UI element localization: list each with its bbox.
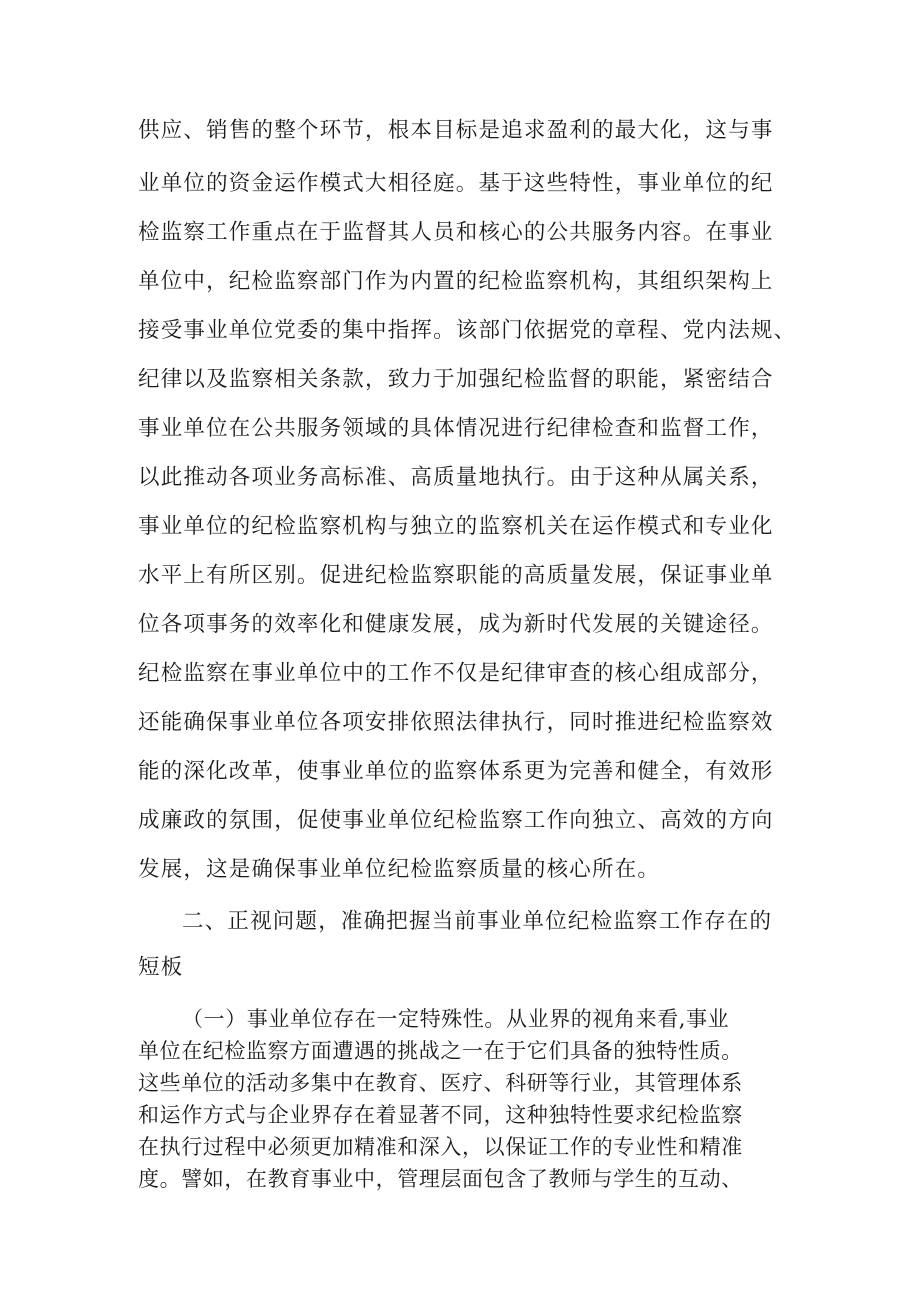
text-line: 单位在纪检监察方面遭遇的挑战之一在于它们具备的独特性质。 xyxy=(138,1039,743,1063)
text-line: 事业单位在公共服务领域的具体情况进行纪律检查和监督工作， xyxy=(138,416,774,441)
text-line: 度。譬如，在教育事业中，管理层面包含了教师与学生的互动、 xyxy=(138,1167,743,1191)
text-line: 供应、销售的整个环节，根本目标是追求盈利的最大化，这与事 xyxy=(138,118,774,143)
heading-line: 短板 xyxy=(138,955,184,980)
text-line: 能的深化改革，使事业单位的监察体系更为完善和健全，有效形 xyxy=(138,759,774,784)
text-line: 这些单位的活动多集中在教育、医疗、科研等行业，其管理体系 xyxy=(138,1071,743,1095)
text-line: 单位中，纪检监察部门作为内置的纪检监察机构，其组织架构上 xyxy=(138,269,774,294)
text-line: 发展，这是确保事业单位纪检监察质量的核心所在。 xyxy=(138,857,661,882)
text-line: 事业单位的纪检监察机构与独立的监察机关在运作模式和专业化 xyxy=(138,514,774,539)
text-line: 水平上有所区别。促进纪检监察职能的高质量发展，保证事业单 xyxy=(138,563,774,588)
text-line: 在执行过程中必须更加精准和深入，以保证工作的专业性和精准 xyxy=(138,1135,743,1159)
text-line: （一）事业单位存在一定特殊性。从业界的视角来看,事业 xyxy=(182,1007,730,1031)
text-line: 业单位的资金运作模式大相径庭。基于这些特性，事业单位的纪 xyxy=(138,171,774,196)
text-line: 成廉政的氛围，促使事业单位纪检监察工作向独立、高效的方向 xyxy=(138,808,774,833)
text-line: 纪律以及监察相关条款，致力于加强纪检监督的职能，紧密结合 xyxy=(138,367,774,392)
text-line: 还能确保事业单位各项安排依照法律执行，同时推进纪检监察效 xyxy=(138,710,774,735)
text-line: 接受事业单位党委的集中指挥。该部门依据党的章程、党内法规、 xyxy=(138,318,797,343)
text-line: 检监察工作重点在于监督其人员和核心的公共服务内容。在事业 xyxy=(138,220,774,245)
text-line: 以此推动各项业务高标准、高质量地执行。由于这种从属关系， xyxy=(138,465,774,490)
text-line: 纪检监察在事业单位中的工作不仅是纪律审查的核心组成部分， xyxy=(138,661,774,686)
heading-line: 二、正视问题，准确把握当前事业单位纪检监察工作存在的 xyxy=(182,909,773,934)
text-line: 和运作方式与企业界存在着显著不同，这种独特性要求纪检监察 xyxy=(138,1103,743,1127)
text-line: 位各项事务的效率化和健康发展，成为新时代发展的关键途径。 xyxy=(138,612,774,637)
